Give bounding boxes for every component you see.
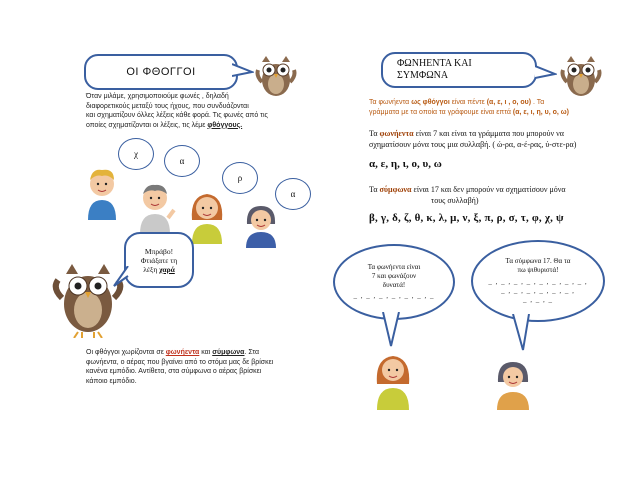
left-intro — [86, 92, 286, 130]
owl-speech-line-3-text: λέξη — [143, 264, 160, 274]
right-title-line-1: ΦΩΝΗΕΝΤΑ ΚΑΙ — [397, 58, 472, 69]
left-intro-line-3: και σχηματίζουν όλλες λέξεις κάθε φορά. Τις φωνές από τις — [86, 112, 268, 119]
vowels-speech-line-1: Τα φωνήεντα είναι — [367, 263, 421, 271]
letter-1: χ — [134, 149, 138, 159]
consonants-speech-bubble — [471, 240, 605, 322]
vowels-paragraph-1c: είναι 7 και είναι τα γράμματα που μπορούν να — [413, 129, 564, 138]
right-title-bubble — [381, 52, 537, 88]
vowels-intro-2b: (α, ε, ι, η, υ, ο, ω) — [512, 109, 570, 116]
child-girl-ginger-right-icon — [371, 348, 415, 410]
right-title-tail — [535, 62, 557, 82]
consonants-speech-tail — [511, 314, 531, 352]
vowels-intro-line-1 — [369, 98, 631, 108]
owl-speech-line-3 — [143, 265, 175, 274]
vowels-intro-2a: γράμματα με τα οποία τα γράφουμε είναι επτά — [369, 109, 513, 116]
left-bottom-keyword-consonants: σύμφωνα — [212, 349, 245, 356]
vowels-intro-1a: Τα φωνήεντα — [369, 99, 412, 106]
vowels-speech-line-2: 7 και φωνάζουν — [371, 272, 417, 280]
left-bottom-line-4: κάποιο εμπόδιο. — [86, 377, 137, 385]
consonants-speech-blanks-1: _ , _ , _ , _ , _ , _ , _ , _ , — [488, 278, 588, 286]
vowels-paragraph-line-1 — [369, 128, 631, 139]
left-bottom-line-1-c: και — [199, 349, 213, 356]
vowels-paragraph-line-2: σχηματίσουν μόνα τους μια συλλαβή. ( ώ-ρα, α-έ-ρας, ύ-στε-ρα) — [369, 140, 577, 149]
letter-bubble-1 — [118, 138, 154, 170]
consonants-paragraph-keyword: σύμφωνα — [379, 185, 412, 194]
left-bottom-keyword-vowels: φωνήεντα — [165, 349, 200, 356]
left-intro-line-4 — [86, 121, 286, 131]
consonants-speech-blanks-3: _ , _ , _ — [523, 296, 553, 304]
vowels-intro-1b: ως φθόγγοι — [411, 99, 450, 106]
vowels-paragraph — [369, 128, 631, 150]
owl-speech-line-2: Φτιάξατε τη — [140, 255, 178, 265]
consonants-speech-blanks-2: _ , _ , _ , _ , _ , _ , — [501, 287, 575, 295]
left-bottom-line-2: φωνήεντα, ο αέρας που βγαίνει από το στόμα μας δε βρίσκει — [86, 358, 274, 366]
owl-speech-keyword: χαρά — [159, 264, 175, 274]
left-title-tail — [232, 60, 254, 80]
consonants-paragraph-1c: είναι 17 και δεν μπορούν να σχηματίσουν μόνα — [411, 185, 566, 194]
vowels-paragraph-keyword: φωνήεντα — [379, 129, 414, 138]
left-title: ΟΙ ΦΘΟΓΓΟΙ — [126, 66, 196, 78]
vowels-speech-blanks: _ , _ , _ , _ , _ , _ , _ — [353, 292, 435, 300]
vowels-paragraph-1a: Τα — [369, 129, 380, 138]
left-intro-line-1: Όταν μιλάμε, χρησιμοποιούμε φωνές , δηλαδή — [86, 93, 229, 100]
consonants-paragraph-1a: Τα — [369, 185, 380, 194]
vowels-speech-bubble — [333, 244, 455, 320]
child-boy-blond-icon — [82, 162, 122, 222]
left-intro-line-2: διαφορετικούς μεταξύ τους ήχους, που συνδυάζονται — [86, 102, 249, 110]
vowels-intro-1e: . Τα — [531, 99, 545, 106]
vowels-intro-1c: είναι πέντε — [449, 99, 487, 106]
right-page — [319, 0, 638, 478]
child-girl-dark-right-icon — [491, 358, 535, 410]
left-intro-line-4-text: οποίες σχηματίζονται οι λέξεις, τις λέμε — [86, 121, 208, 129]
consonants-paragraph-line-1 — [369, 184, 631, 195]
vowels-speech-tail — [381, 312, 401, 348]
consonant-letters: β, γ, δ, ζ, θ, κ, λ, μ, ν, ξ, π, ρ, σ, τ, φ, χ, ψ — [369, 212, 564, 224]
owl-right-icon — [559, 52, 603, 98]
vowels-intro-line-2 — [369, 108, 631, 118]
consonants-speech-line-2: πω ψιθυριστά! — [517, 266, 559, 274]
letter-4: α — [290, 189, 296, 199]
vowels-intro — [369, 98, 631, 118]
owl-speech-line-1: Μπράβο! — [144, 246, 174, 256]
owl-speech-tail — [112, 266, 130, 288]
child-girl-ginger-icon — [186, 186, 228, 246]
left-bottom-line-1-e: . Στα — [244, 349, 260, 356]
left-intro-keyword: φθόγγους. — [207, 121, 243, 129]
vowel-letters: α, ε, η, ι, ο, υ, ω — [369, 158, 442, 170]
letter-bubble-2 — [164, 145, 200, 177]
child-girl-dark-icon — [240, 202, 282, 248]
owl-speech-bubble — [124, 232, 194, 288]
right-title-line-2: ΣΥΜΦΩΝΑ — [397, 70, 449, 81]
left-title-bubble — [84, 54, 238, 90]
vowels-speech-line-3: δυνατά! — [382, 281, 406, 289]
left-bottom-line-3: κανένα εμπόδιο. Αντίθετα, στα σύμφωνα ο αέρας βρίσκει — [86, 368, 262, 375]
letter-3: ρ — [237, 173, 243, 183]
vowels-intro-1d: (α, ε, ι , ο, ου) — [486, 99, 532, 106]
consonants-paragraph — [369, 184, 631, 206]
left-bottom-line-1-a: Οι φθόγγοι χωρίζονται σε — [86, 349, 166, 356]
consonants-speech-line-1: Τα σύμφωνα 17. Θα τα — [505, 257, 571, 265]
consonants-paragraph-line-2: τους συλλαβή) — [431, 196, 479, 205]
left-bottom-text — [86, 348, 296, 386]
left-bottom-line-1 — [86, 348, 296, 358]
letter-2: α — [179, 156, 185, 166]
child-boy-grey-icon — [134, 178, 176, 236]
